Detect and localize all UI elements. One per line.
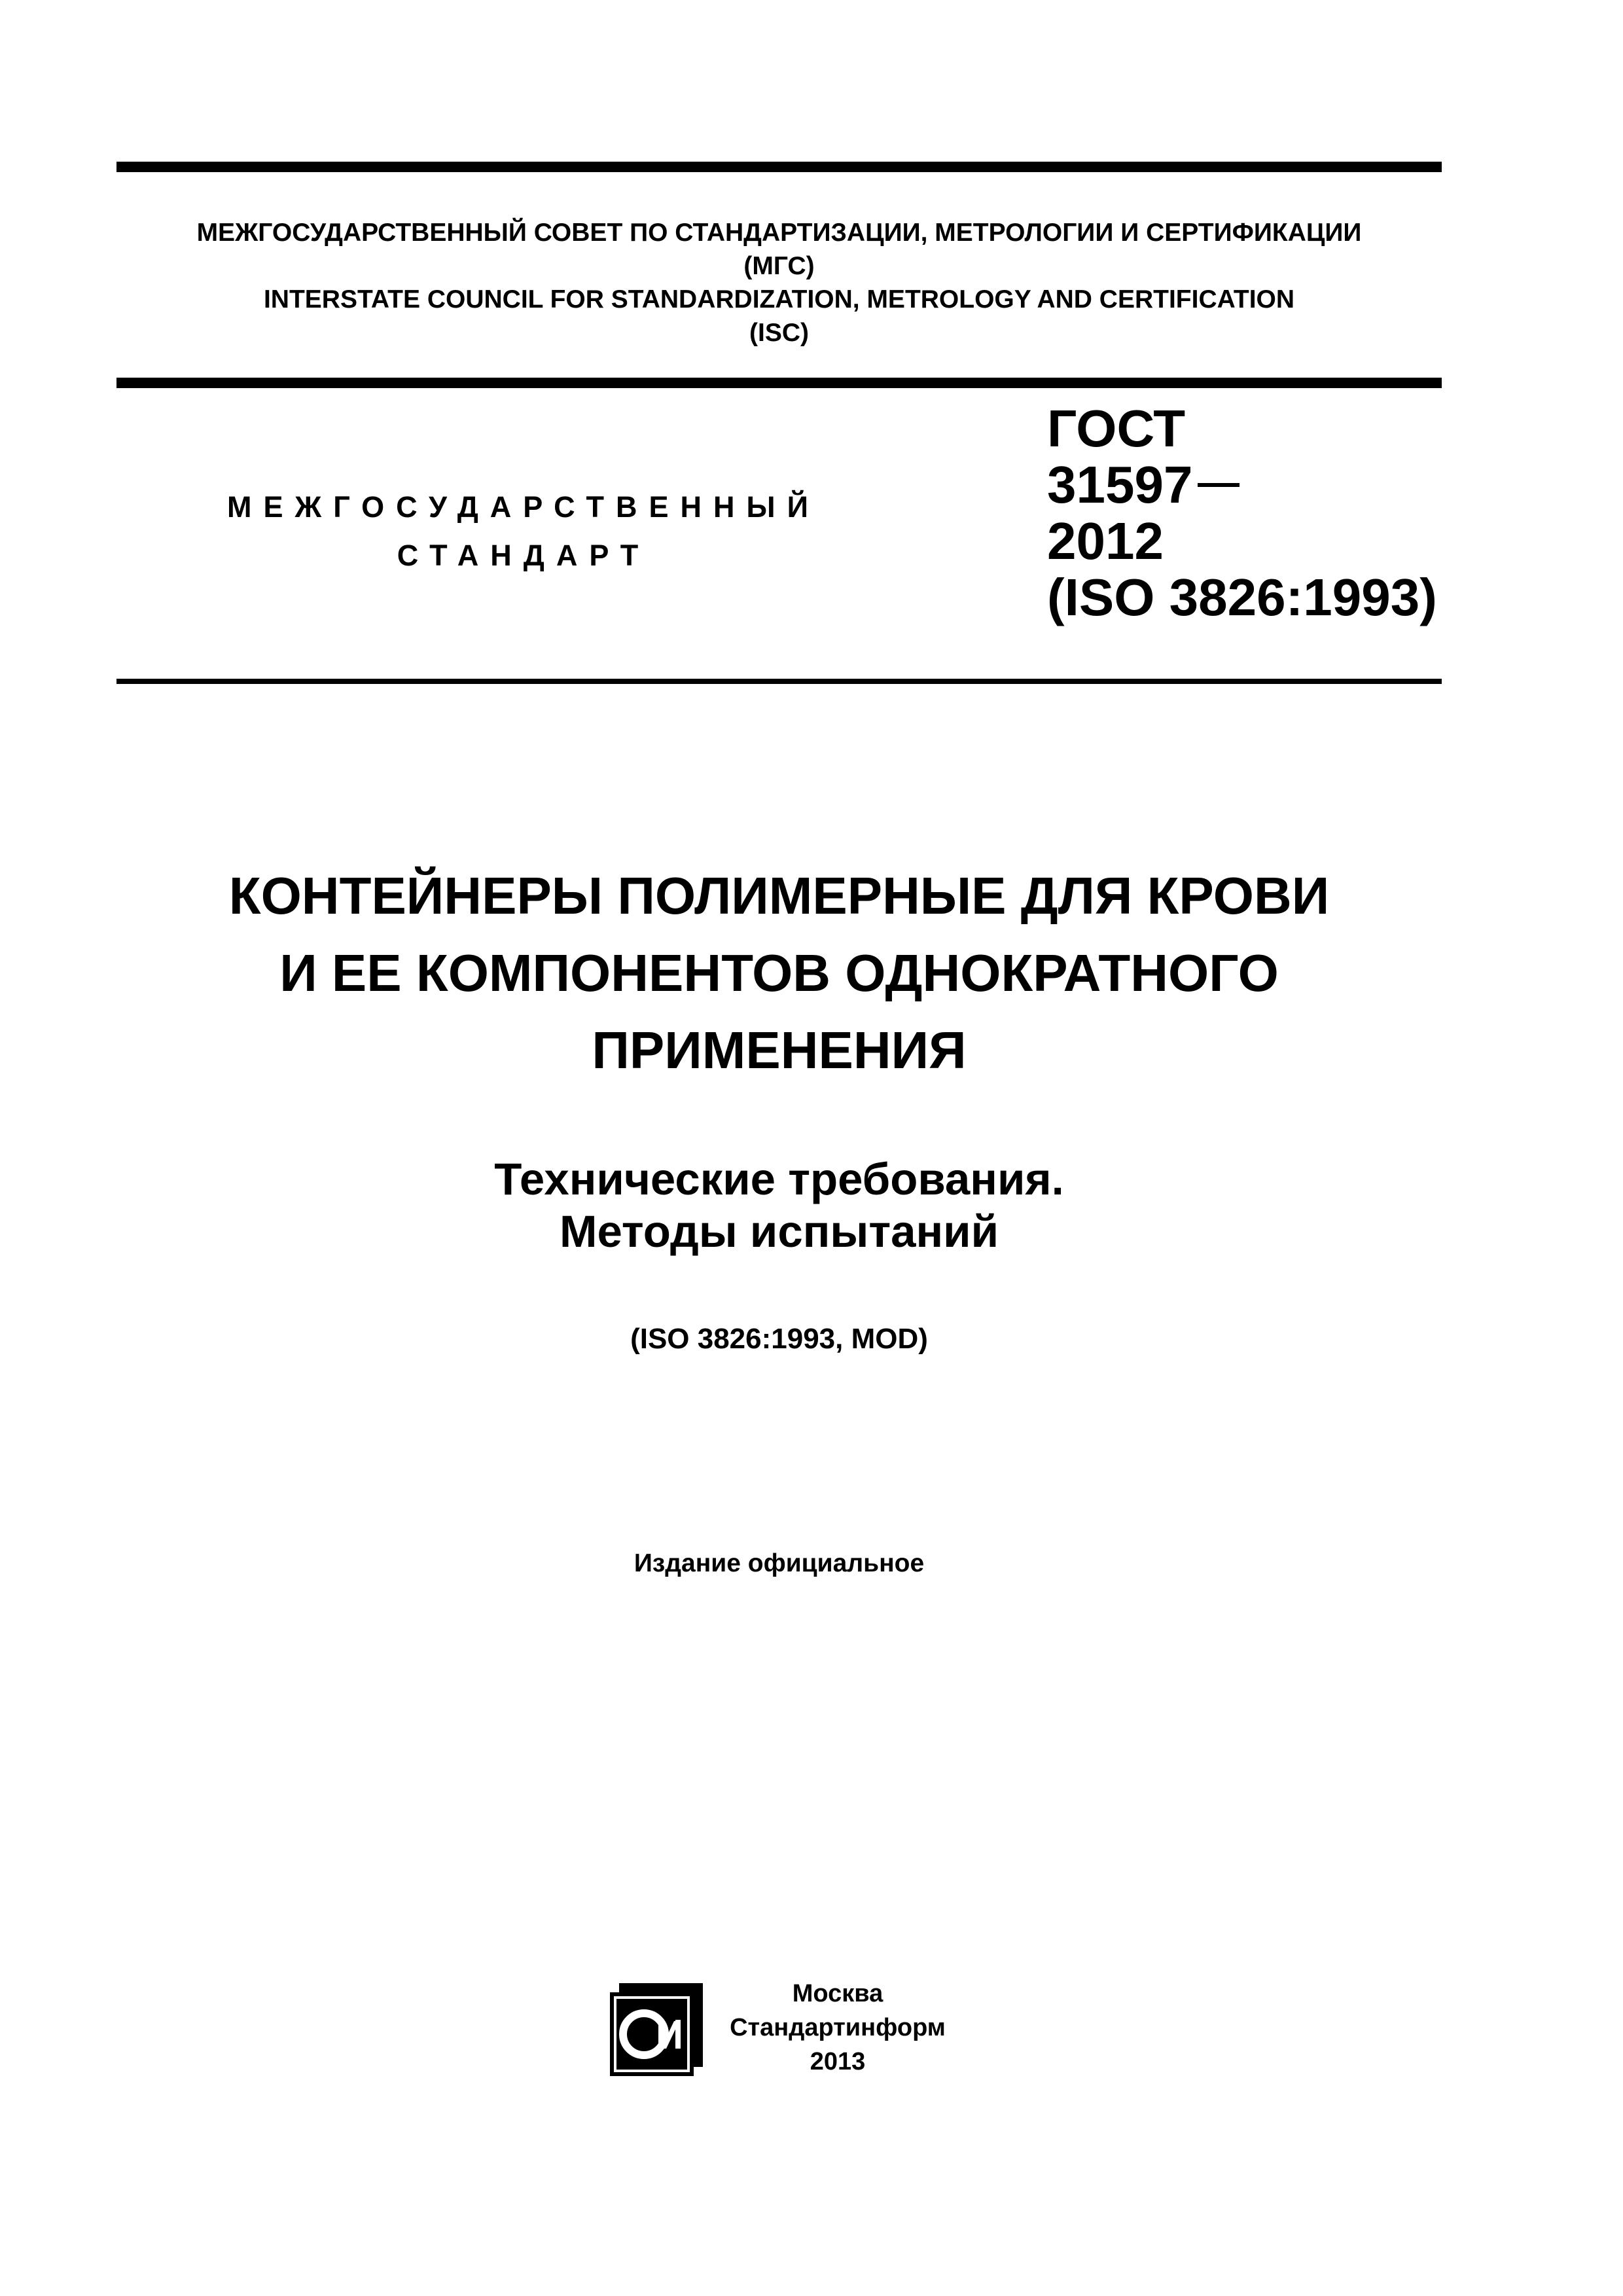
edition-label: Издание официальное: [633, 1549, 925, 1577]
designation-dash: [1198, 483, 1240, 487]
designation-number: 31597: [1047, 456, 1193, 514]
iso-reference: (ISO 3826:1993, MOD): [630, 1323, 928, 1355]
standard-type-line2: СТАНДАРТ: [397, 539, 651, 572]
designation-number-line: [1047, 457, 1437, 513]
subtitle-line1: Технические требования.: [494, 1154, 1064, 1204]
council-name-en: INTERSTATE COUNCIL FOR STANDARDIZATION, METROLOGY AND CERTIFICATION: [263, 285, 1295, 314]
standard-type-line1: МЕЖГОСУДАРСТВЕННЫЙ: [227, 490, 820, 524]
standartinform-logo-icon: [610, 1983, 703, 2076]
designation-iso: (ISO 3826:1993): [1047, 568, 1437, 626]
designation-year: 2012: [1047, 512, 1164, 570]
middle-rule: [116, 378, 1442, 388]
council-abbr-ru: (МГС): [743, 252, 815, 280]
document-subtitle: [116, 1153, 1442, 1258]
council-name-ru: МЕЖГОСУДАРСТВЕННЫЙ СОВЕТ ПО СТАНДАРТИЗАЦИИ, МЕТРОЛОГИИ И СЕРТИФИКАЦИИ: [196, 219, 1362, 247]
standard-type-label: [164, 483, 883, 580]
publisher-city: Москва: [792, 1980, 883, 2007]
document-title: [116, 857, 1442, 1089]
publisher-name: Стандартинформ: [730, 2014, 946, 2041]
council-abbr-en: (ISC): [749, 319, 809, 347]
council-header: [116, 216, 1442, 350]
standard-designation: [1047, 401, 1437, 626]
top-rule: [116, 162, 1442, 172]
title-line2: И ЕЕ КОМПОНЕНТОВ ОДНОКРАТНОГО: [279, 944, 1279, 1002]
subtitle-line2: Методы испытаний: [559, 1206, 999, 1257]
bottom-rule: [116, 679, 1442, 684]
designation-prefix: ГОСТ: [1047, 399, 1186, 457]
title-line1: КОНТЕЙНЕРЫ ПОЛИМЕРНЫЕ ДЛЯ КРОВИ: [228, 867, 1330, 925]
title-line3: ПРИМЕНЕНИЯ: [592, 1021, 967, 1079]
publisher-block: [726, 1977, 949, 2079]
publication-year: 2013: [810, 2048, 866, 2075]
